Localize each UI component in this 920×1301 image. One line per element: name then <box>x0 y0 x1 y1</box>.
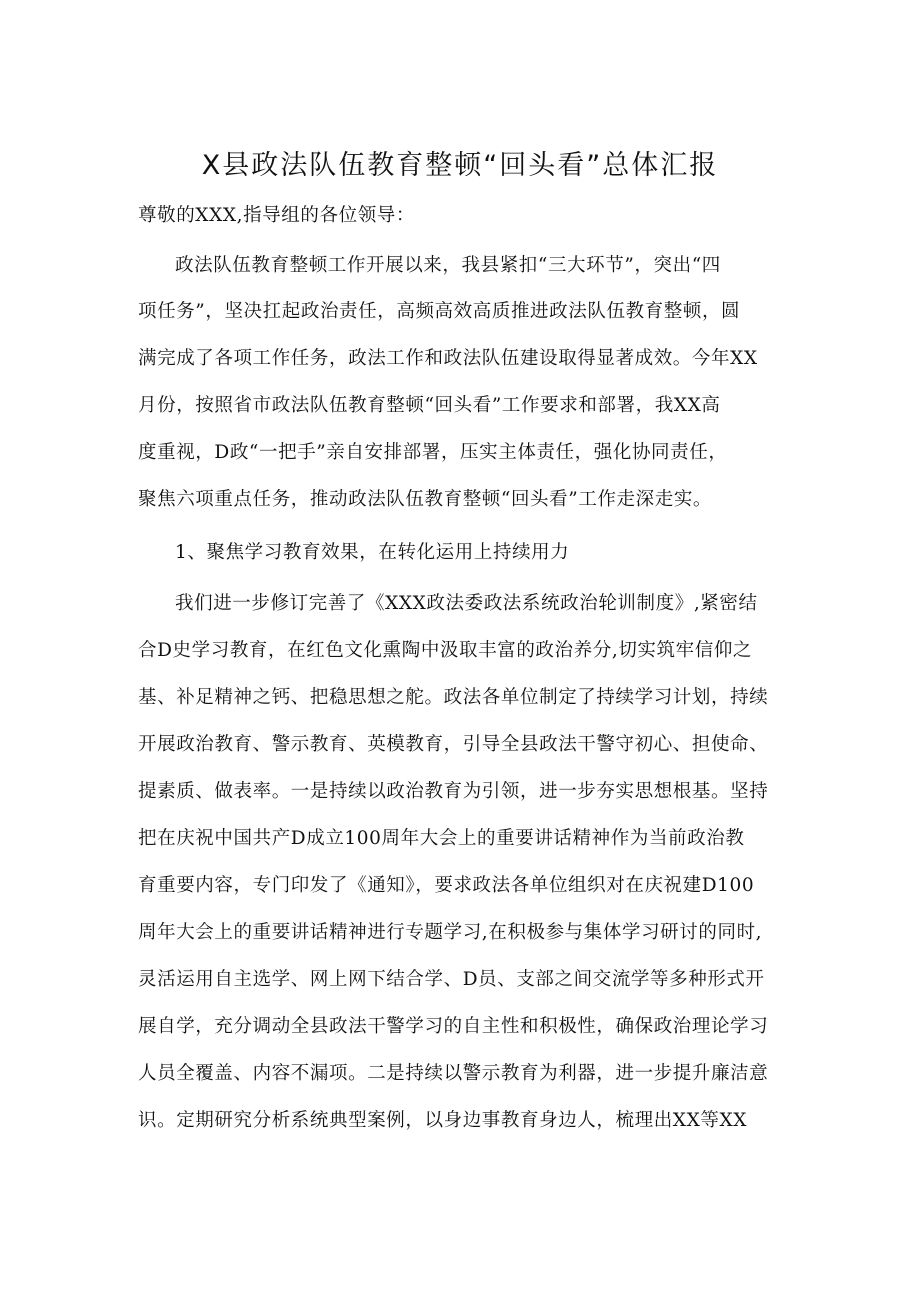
paragraph-line: 展自学，充分调动全县政法干警学习的自主性和积极性，确保政治理论学习 <box>138 1016 769 1037</box>
paragraph-line: 聚焦六项重点任务，推动政法队伍教育整顿“回头看”工作走深走实。 <box>138 489 713 510</box>
paragraph-line: 合D史学习教育，在红色文化熏陶中汲取丰富的政治养分,切实筑牢信仰之 <box>138 640 753 661</box>
paragraph-line: 基、补足精神之钙、把稳思想之舵。政法各单位制定了持续学习计划，持续 <box>138 687 769 708</box>
paragraph-line: 周年大会上的重要讲话精神进行专题学习,在积极参与集体学习研讨的同时, <box>138 922 763 943</box>
paragraph-line: 灵活运用自主选学、网上网下结合学、D员、支部之间交流学等多种形式开 <box>138 969 765 990</box>
paragraph-line: 人员全覆盖、内容不漏项。二是持续以警示教育为利器，进一步提升廉洁意 <box>138 1063 769 1084</box>
paragraph-line: 度重视，D政“一把手”亲自安排部署，压实主体责任，强化协同责任， <box>138 442 728 463</box>
paragraph-line: 把在庆祝中国共产D成立100周年大会上的重要讲话精神作为当前政治教 <box>138 828 745 849</box>
section-heading: 1、聚焦学习教育效果，在转化运用上持续用力 <box>175 542 570 563</box>
document-title: X县政法队伍教育整顿“回头看”总体汇报 <box>201 150 719 181</box>
paragraph-line: 识。定期研究分析系统典型案例，以身边事教育身边人，梳理出XX等XX <box>138 1110 747 1131</box>
paragraph-line: 育重要内容，专门印发了《通知》，要求政法各单位组织对在庆祝建D100 <box>138 875 755 896</box>
paragraph-line: 满完成了各项工作任务，政法工作和政法队伍建设取得显著成效。今年XX <box>138 348 758 369</box>
paragraph-line: 政法队伍教育整顿工作开展以来，我县紧扣“三大环节”，突出“四 <box>175 255 721 276</box>
paragraph-line: 月份，按照省市政法队伍教育整顿“回头看”工作要求和部署，我XX高 <box>138 395 721 416</box>
paragraph-line: 开展政治教育、警示教育、英模教育，引导全县政法干警守初心、担使命、 <box>138 734 769 755</box>
paragraph-line: 项任务”，坚决扛起政治责任，高频高效高质推进政法队伍教育整顿，圆 <box>138 301 741 322</box>
paragraph-line: 我们进一步修订完善了《XXX政法委政法系统政治轮训制度》,紧密结 <box>175 593 758 614</box>
salutation: 尊敬的XXX,指导组的各位领导： <box>138 205 415 226</box>
paragraph-line: 提素质、做表率。一是持续以政治教育为引领，进一步夯实思想根基。坚持 <box>138 781 769 802</box>
